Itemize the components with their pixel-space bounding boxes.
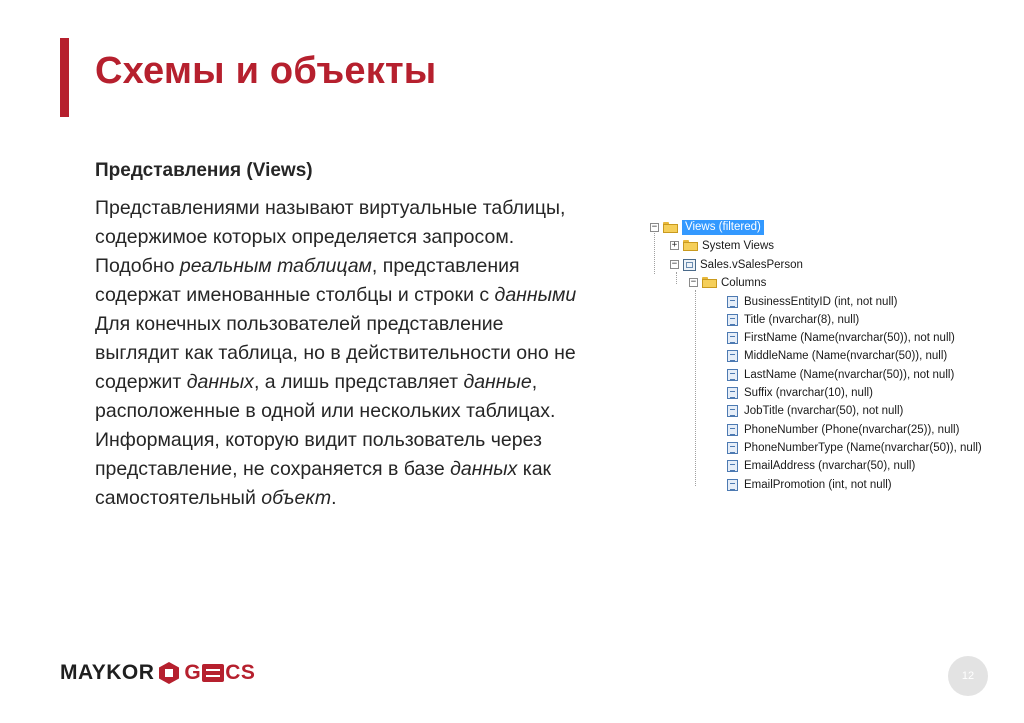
tree-node-column[interactable] [727, 366, 954, 383]
tree-node-label: Sales.vSalesPerson [700, 258, 803, 271]
collapse-icon[interactable]: − [690, 277, 697, 287]
tree-node-label: MiddleName (Name(nvarchar(50)), null) [744, 350, 948, 363]
expand-icon[interactable]: + [671, 240, 678, 250]
column-icon [727, 442, 738, 454]
collapse-icon[interactable]: − [671, 259, 678, 269]
tree-node-label: JobTitle (nvarchar(50), not null) [744, 405, 904, 418]
tree-node-column[interactable] [727, 293, 897, 310]
body-line [95, 339, 641, 368]
tree-node-column[interactable] [727, 385, 873, 402]
body-text-run: Информация, которую видит пользователь через [95, 429, 542, 451]
body-line [95, 194, 641, 223]
tree-node-column[interactable] [727, 311, 859, 328]
column-icon [727, 424, 738, 436]
tree-node-column[interactable] [727, 439, 982, 456]
column-icon [727, 405, 738, 417]
tree-node-label: FirstName (Name(nvarchar(50)), not null) [744, 332, 955, 345]
view-icon [683, 259, 696, 271]
tree-node-label: System Views [702, 239, 775, 252]
column-icon [727, 460, 738, 472]
italic-term: данные [463, 371, 532, 393]
body-text-run: , представления [371, 255, 520, 277]
body-text-run: . [331, 487, 337, 509]
tree-node-label: Title (nvarchar(8), null) [744, 313, 860, 326]
column-icon [727, 332, 738, 344]
italic-term: объект [261, 487, 332, 509]
tree-guide-line [676, 272, 677, 284]
tree-node-label: EmailPromotion (int, not null) [744, 478, 892, 491]
mountain-logo-icon [202, 664, 224, 682]
tree-node-column[interactable] [727, 458, 915, 475]
italic-term: реальным таблицам [179, 255, 372, 277]
column-icon [727, 314, 738, 326]
body-text-run: Для конечных пользователей представление [95, 313, 504, 335]
body-line [95, 455, 641, 484]
column-icon [727, 296, 738, 308]
logo-text-maykor: MAYKOR [60, 661, 155, 684]
body-paragraph [95, 194, 641, 513]
tree-node-columns-folder[interactable] [689, 274, 766, 291]
tree-node-label: Suffix (nvarchar(10), null) [744, 387, 873, 399]
tree-node-label: Columns [721, 276, 767, 289]
body-line [95, 252, 641, 281]
slide-title: Схемы и объекты [95, 50, 437, 92]
body-text-run: как [517, 458, 552, 480]
tree-node-label: Views (filtered) [682, 220, 764, 235]
tree-node-label: BusinessEntityID (int, not null) [744, 295, 898, 308]
logo-text-cs: CS [225, 661, 256, 684]
body-line [95, 223, 641, 252]
tree-node-label: EmailAddress (nvarchar(50), null) [744, 460, 916, 473]
tree-guide-line [695, 290, 696, 486]
tree-node-views[interactable] [650, 219, 764, 236]
body-text-run: самостоятельный [95, 487, 262, 509]
tree-node-column[interactable] [727, 476, 892, 493]
body-text-run: Представлениями называют виртуальные таблицы, [95, 197, 566, 219]
italic-term: данных [186, 371, 254, 393]
logo-text-g: G [184, 661, 202, 684]
tree-node-column[interactable] [727, 330, 955, 347]
body-text-run: расположенные в одной или нескольких таблицах. [95, 400, 556, 422]
body-text-run: содержимое которых определяется запросом. [95, 226, 515, 248]
body-text-run: содержит [95, 371, 187, 393]
hexagon-logo-icon [158, 661, 180, 685]
tree-node-label: PhoneNumber (Phone(nvarchar(25)), null) [744, 423, 960, 436]
title-accent-bar [60, 38, 69, 117]
body-line [95, 484, 641, 513]
tree-node-system-views[interactable] [670, 237, 774, 254]
body-line [95, 281, 641, 310]
column-icon [727, 350, 738, 362]
italic-term: данных [450, 458, 518, 480]
body-text-run: представление, не сохраняется в базе [95, 458, 451, 480]
body-line [95, 397, 641, 426]
tree-node-column[interactable] [727, 403, 903, 420]
tree-node-column[interactable] [727, 348, 947, 365]
column-icon [727, 479, 738, 491]
body-text-run: , а лишь представляет [253, 371, 464, 393]
body-line [95, 368, 641, 397]
italic-term: данными [494, 284, 577, 306]
section-heading: Представления (Views) [95, 160, 313, 181]
column-icon [727, 369, 738, 381]
body-line [95, 310, 641, 339]
tree-node-view-salesperson[interactable] [670, 256, 803, 273]
page-number-badge: 12 [948, 656, 988, 696]
company-logo [60, 661, 255, 685]
body-text-run: Подобно [95, 255, 180, 277]
folder-icon [702, 277, 717, 288]
collapse-icon[interactable]: − [651, 222, 658, 232]
tree-node-label: PhoneNumberType (Name(nvarchar(50)), null) [744, 441, 982, 454]
body-text-run: выглядит как таблица, но в действительности оно не [95, 342, 576, 364]
folder-icon [663, 222, 678, 233]
body-text-run: содержат именованные столбцы и строки с [95, 284, 495, 306]
body-line [95, 426, 641, 455]
folder-icon [683, 240, 698, 251]
column-icon [727, 387, 738, 399]
tree-node-column[interactable] [727, 421, 959, 438]
tree-node-label: LastName (Name(nvarchar(50)), not null) [744, 368, 955, 381]
body-text-run: , [531, 371, 538, 393]
